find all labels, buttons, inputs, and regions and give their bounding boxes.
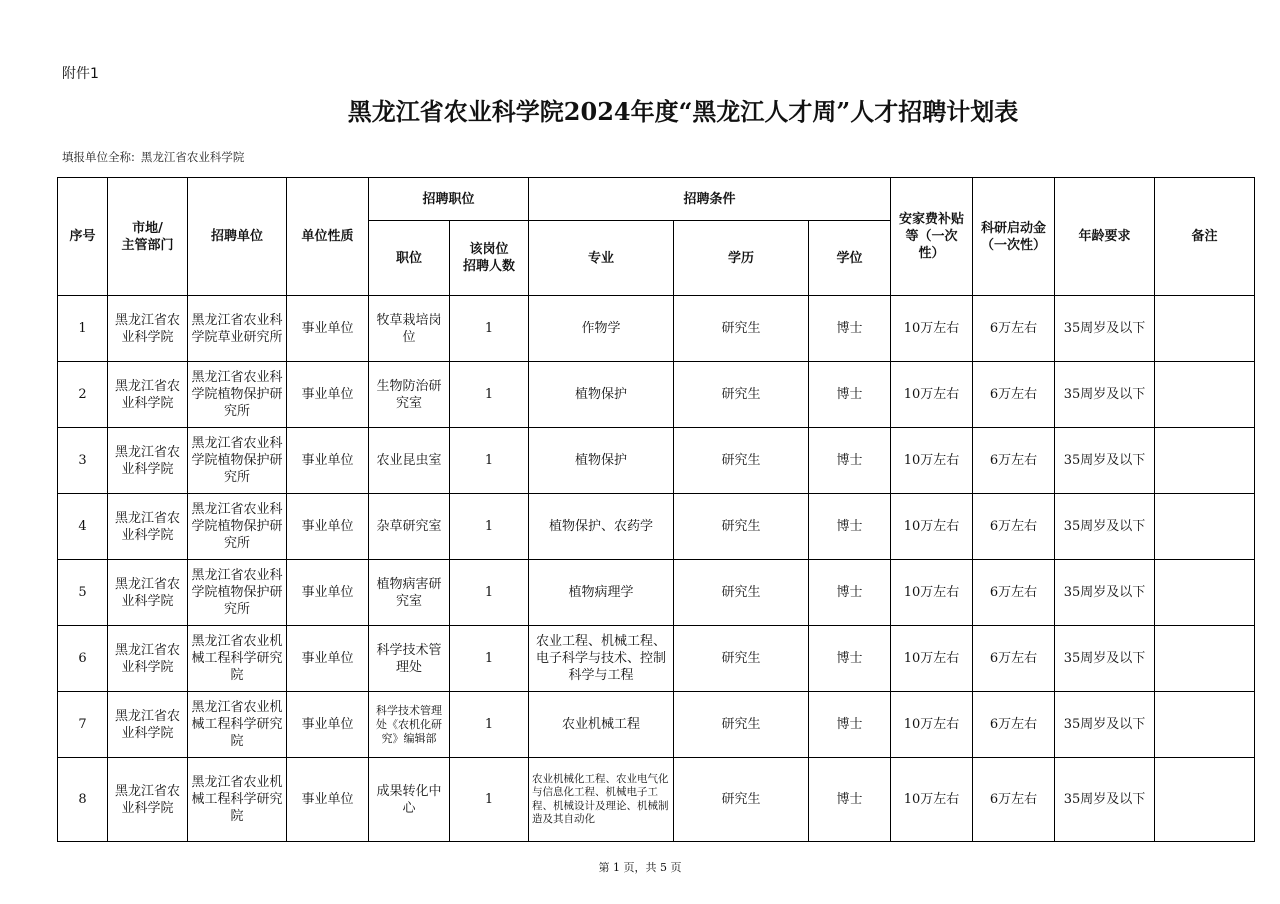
cell-edu: 研究生 <box>674 362 809 428</box>
cell-major: 植物病理学 <box>529 560 674 626</box>
header-position-group: 招聘职位 <box>369 178 529 221</box>
cell-position: 植物病害研究室 <box>369 560 450 626</box>
cell-position: 科学技术管理处《农机化研究》编辑部 <box>369 692 450 758</box>
cell-dept: 黑龙江省农业科学院 <box>108 626 188 692</box>
cell-degree: 博士 <box>809 494 891 560</box>
cell-seq: 1 <box>58 296 108 362</box>
cell-degree: 博士 <box>809 626 891 692</box>
cell-degree: 博士 <box>809 758 891 842</box>
cell-unit: 黑龙江省农业机械工程科学研究院 <box>188 758 287 842</box>
cell-major: 农业工程、机械工程、电子科学与技术、控制科学与工程 <box>529 626 674 692</box>
cell-seq: 3 <box>58 428 108 494</box>
cell-remark <box>1155 296 1255 362</box>
table-row <box>58 296 1255 362</box>
cell-major: 作物学 <box>529 296 674 362</box>
cell-degree: 博士 <box>809 296 891 362</box>
cell-count: 1 <box>450 428 529 494</box>
cell-position: 杂草研究室 <box>369 494 450 560</box>
cell-seq: 4 <box>58 494 108 560</box>
cell-count: 1 <box>450 494 529 560</box>
cell-type: 事业单位 <box>287 560 369 626</box>
cell-unit: 黑龙江省农业科学院草业研究所 <box>188 296 287 362</box>
cell-remark <box>1155 692 1255 758</box>
cell-type: 事业单位 <box>287 626 369 692</box>
cell-age: 35周岁及以下 <box>1055 428 1155 494</box>
cell-research: 6万左右 <box>973 296 1055 362</box>
header-age: 年龄要求 <box>1055 178 1155 296</box>
cell-type: 事业单位 <box>287 296 369 362</box>
cell-remark <box>1155 494 1255 560</box>
cell-dept: 黑龙江省农业科学院 <box>108 428 188 494</box>
page-title: 黑龙江省农业科学院2024年度“黑龙江人才周”人才招聘计划表 <box>347 97 1019 126</box>
cell-degree: 博士 <box>809 362 891 428</box>
cell-count: 1 <box>450 692 529 758</box>
cell-dept: 黑龙江省农业科学院 <box>108 362 188 428</box>
recruitment-table <box>57 177 1255 842</box>
table-row <box>58 626 1255 692</box>
cell-edu: 研究生 <box>674 626 809 692</box>
header-position: 职位 <box>369 221 450 296</box>
cell-settle: 10万左右 <box>891 296 973 362</box>
cell-major: 植物保护 <box>529 428 674 494</box>
header-degree: 学位 <box>809 221 891 296</box>
cell-research: 6万左右 <box>973 692 1055 758</box>
cell-type: 事业单位 <box>287 758 369 842</box>
header-conditions-group: 招聘条件 <box>529 178 891 221</box>
cell-count: 1 <box>450 560 529 626</box>
header-unit-type: 单位性质 <box>287 178 369 296</box>
cell-remark <box>1155 626 1255 692</box>
cell-settle: 10万左右 <box>891 560 973 626</box>
cell-unit: 黑龙江省农业机械工程科学研究院 <box>188 692 287 758</box>
header-settle-subsidy: 安家费补贴 等（一次 性） <box>891 178 973 296</box>
cell-count: 1 <box>450 626 529 692</box>
cell-remark <box>1155 758 1255 842</box>
cell-research: 6万左右 <box>973 758 1055 842</box>
cell-age: 35周岁及以下 <box>1055 560 1155 626</box>
cell-major: 植物保护、农药学 <box>529 494 674 560</box>
cell-type: 事业单位 <box>287 428 369 494</box>
cell-seq: 2 <box>58 362 108 428</box>
cell-dept: 黑龙江省农业科学院 <box>108 296 188 362</box>
cell-seq: 8 <box>58 758 108 842</box>
cell-unit: 黑龙江省农业科学院植物保护研究所 <box>188 560 287 626</box>
cell-position: 科学技术管理处 <box>369 626 450 692</box>
cell-type: 事业单位 <box>287 362 369 428</box>
cell-edu: 研究生 <box>674 494 809 560</box>
cell-dept: 黑龙江省农业科学院 <box>108 692 188 758</box>
cell-unit: 黑龙江省农业科学院植物保护研究所 <box>188 494 287 560</box>
cell-seq: 7 <box>58 692 108 758</box>
cell-degree: 博士 <box>809 692 891 758</box>
table-row <box>58 560 1255 626</box>
cell-seq: 5 <box>58 560 108 626</box>
cell-research: 6万左右 <box>973 494 1055 560</box>
cell-position: 农业昆虫室 <box>369 428 450 494</box>
cell-position: 生物防治研究室 <box>369 362 450 428</box>
header-headcount: 该岗位 招聘人数 <box>450 221 529 296</box>
table-row <box>58 494 1255 560</box>
header-research-fund: 科研启动金 （一次性） <box>973 178 1055 296</box>
cell-count: 1 <box>450 758 529 842</box>
cell-edu: 研究生 <box>674 428 809 494</box>
cell-position: 成果转化中心 <box>369 758 450 842</box>
cell-settle: 10万左右 <box>891 626 973 692</box>
cell-position: 牧草栽培岗位 <box>369 296 450 362</box>
cell-age: 35周岁及以下 <box>1055 626 1155 692</box>
cell-major: 农业机械工程 <box>529 692 674 758</box>
header-unit: 招聘单位 <box>188 178 287 296</box>
cell-research: 6万左右 <box>973 362 1055 428</box>
cell-major: 农业机械化工程、农业电气化与信息化工程、机械电子工程、机械设计及理论、机械制造及其自动化 <box>529 758 674 842</box>
cell-age: 35周岁及以下 <box>1055 296 1155 362</box>
cell-dept: 黑龙江省农业科学院 <box>108 758 188 842</box>
filler-value: 黑龙江省农业科学院 <box>140 150 245 164</box>
cell-major: 植物保护 <box>529 362 674 428</box>
attachment-label: 附件1 <box>62 66 99 82</box>
cell-edu: 研究生 <box>674 296 809 362</box>
cell-unit: 黑龙江省农业科学院植物保护研究所 <box>188 428 287 494</box>
filler-unit <box>62 149 244 165</box>
cell-type: 事业单位 <box>287 692 369 758</box>
cell-settle: 10万左右 <box>891 758 973 842</box>
header-seq: 序号 <box>58 178 108 296</box>
cell-remark <box>1155 362 1255 428</box>
cell-degree: 博士 <box>809 560 891 626</box>
page-footer: 第 1 页，共 5 页 <box>598 861 682 874</box>
cell-settle: 10万左右 <box>891 428 973 494</box>
cell-dept: 黑龙江省农业科学院 <box>108 560 188 626</box>
cell-age: 35周岁及以下 <box>1055 692 1155 758</box>
header-major: 专业 <box>529 221 674 296</box>
header-city-dept: 市地/ 主管部门 <box>108 178 188 296</box>
cell-dept: 黑龙江省农业科学院 <box>108 494 188 560</box>
cell-age: 35周岁及以下 <box>1055 494 1155 560</box>
cell-unit: 黑龙江省农业机械工程科学研究院 <box>188 626 287 692</box>
cell-edu: 研究生 <box>674 560 809 626</box>
cell-degree: 博士 <box>809 428 891 494</box>
cell-edu: 研究生 <box>674 758 809 842</box>
cell-type: 事业单位 <box>287 494 369 560</box>
cell-edu: 研究生 <box>674 692 809 758</box>
cell-settle: 10万左右 <box>891 494 973 560</box>
cell-seq: 6 <box>58 626 108 692</box>
cell-settle: 10万左右 <box>891 692 973 758</box>
header-remark: 备注 <box>1155 178 1255 296</box>
cell-age: 35周岁及以下 <box>1055 758 1155 842</box>
cell-remark <box>1155 428 1255 494</box>
table-row <box>58 692 1255 758</box>
cell-settle: 10万左右 <box>891 362 973 428</box>
cell-count: 1 <box>450 296 529 362</box>
cell-research: 6万左右 <box>973 626 1055 692</box>
table-row <box>58 362 1255 428</box>
cell-remark <box>1155 560 1255 626</box>
table-row <box>58 758 1255 842</box>
cell-count: 1 <box>450 362 529 428</box>
cell-unit: 黑龙江省农业科学院植物保护研究所 <box>188 362 287 428</box>
table-row <box>58 428 1255 494</box>
cell-research: 6万左右 <box>973 428 1055 494</box>
header-education: 学历 <box>674 221 809 296</box>
filler-label: 填报单位全称: <box>62 150 135 164</box>
cell-age: 35周岁及以下 <box>1055 362 1155 428</box>
cell-research: 6万左右 <box>973 560 1055 626</box>
